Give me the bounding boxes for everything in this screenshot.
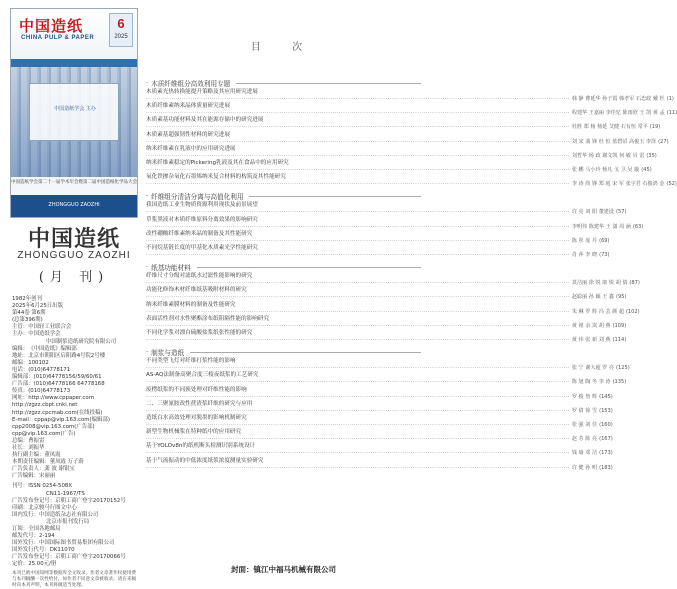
toc-article[interactable] bbox=[146, 287, 627, 301]
article-page: (11) bbox=[666, 110, 677, 117]
info-value: 中国造纸学会 bbox=[28, 331, 61, 338]
article-byline bbox=[146, 450, 613, 457]
article-byline bbox=[146, 379, 627, 386]
leader-dots: ········································································································································································································ bbox=[146, 237, 570, 244]
info-line bbox=[12, 367, 140, 374]
magazine-pinyin: ZHONGGUO ZAOZHI bbox=[17, 250, 131, 261]
article-byline bbox=[146, 223, 644, 231]
info-label: 地址： bbox=[12, 352, 29, 359]
article-page: (1) bbox=[666, 96, 674, 102]
article-byline bbox=[146, 152, 657, 160]
info-label: 本期责任编辑： bbox=[12, 459, 50, 466]
cover-logo-en: CHINA PULP & PAPER bbox=[21, 35, 95, 41]
leader-dots: ········································································································································································································ bbox=[146, 322, 570, 329]
info-value: 董凤霞 万子蔚 bbox=[49, 459, 84, 466]
cover-banner: 中国造纸学会第二十一届学术年会暨第二届中国造纸化学品大会 bbox=[11, 177, 137, 195]
magazine-title: 中国造纸 bbox=[27, 226, 120, 252]
leader-dots: ········································································································································································································ bbox=[146, 280, 570, 287]
leader-dots: ········································································································································································································ bbox=[146, 209, 570, 216]
info-label: E-mail： bbox=[12, 416, 35, 423]
info-label: 主办： bbox=[12, 331, 29, 338]
article-title: 改性硼酸纤维素纳米晶的制备及其性能研究 bbox=[146, 230, 253, 237]
article-title: 木质素基超强韧性材料的研究进展 bbox=[146, 131, 230, 138]
article-authors: 李明伟 陈建华 王 潇 周 涵 bbox=[571, 223, 631, 230]
article-page: (35) bbox=[646, 152, 657, 159]
cover-sponsor: 封面：镇江中福马机械有限公司 bbox=[231, 565, 336, 574]
article-title: 二、三聚氰胺改性蔗渣浆纤维的研究与应用 bbox=[146, 400, 253, 407]
info-line bbox=[12, 346, 140, 353]
cover-footer bbox=[11, 195, 137, 217]
article-page: (153) bbox=[599, 407, 613, 414]
info-line bbox=[12, 360, 140, 367]
leader-dots: ········································································································································································································ bbox=[146, 138, 570, 145]
article-authors: 韩 静 曹延华 孙子霞 韩孝军 石忠政 戴 杜 bbox=[571, 96, 665, 102]
info-value: 第44卷 第6期 bbox=[12, 310, 46, 317]
toc-article[interactable] bbox=[146, 429, 613, 443]
article-byline bbox=[146, 308, 640, 316]
article-authors: 黄 伟 张 新 刘 燕 bbox=[571, 337, 611, 343]
article-title: 木质素基功能材料及其在能源存储中的研究进展 bbox=[146, 117, 264, 124]
article-authors: 罗 倩 徐 雪 bbox=[571, 407, 598, 414]
section-bullet: · bbox=[146, 263, 149, 272]
article-title: 纳米纤维素膜材料的制备及性能研究 bbox=[146, 301, 236, 308]
toc-article[interactable] bbox=[146, 400, 613, 415]
leader-dots: ········································································································································································································ bbox=[146, 152, 570, 159]
info-line bbox=[12, 505, 140, 512]
info-value: 中国制浆造纸研究院有限公司 bbox=[46, 338, 117, 345]
article-title: 表面活性剂对水性聚酯涂布纸阻隔性能的影响研究 bbox=[146, 315, 270, 322]
info-value: 京朝工商广登字20170152号 bbox=[55, 497, 126, 504]
info-label: 邮发代号： bbox=[12, 533, 39, 540]
section-heading-text: 制浆与造纸 bbox=[151, 349, 185, 358]
article-byline bbox=[146, 96, 674, 103]
article-authors: 李 涛 尚 锋 郑 庭 宋 军 张宇君 石俊鸿 金 bbox=[571, 181, 665, 188]
article-authors: 黄 铭 余 岚 胡 燕 bbox=[571, 322, 611, 329]
article-title: 造纸白水高效处理对脱墨的影响机制研究 bbox=[146, 415, 247, 421]
info-value: cppap@vip.163.com(编辑部) bbox=[34, 416, 110, 423]
article-byline bbox=[146, 138, 669, 146]
info-line bbox=[12, 417, 140, 424]
info-line bbox=[12, 402, 140, 409]
info-label: 订阅： bbox=[12, 526, 29, 532]
leader-dots: ········································································································································································································ bbox=[146, 96, 570, 102]
article-byline bbox=[146, 252, 610, 259]
info-value: http://www.cppaper.com bbox=[28, 395, 94, 402]
article-byline bbox=[146, 393, 613, 401]
toc-article[interactable] bbox=[146, 89, 674, 103]
article-title: AS-AQ法制备高聚合度三棱夜纸浆的工艺研究 bbox=[146, 372, 259, 379]
info-value: (010)64778171 bbox=[28, 366, 71, 373]
info-value: 北京市报刊发行局 bbox=[46, 518, 90, 525]
leader-dots: ········································································································································································································ bbox=[146, 365, 570, 372]
article-page: (135) bbox=[612, 379, 627, 386]
cover-band bbox=[11, 59, 137, 67]
info-value: 刘振华 bbox=[28, 444, 45, 451]
article-authors: 许 健 孙 明 bbox=[571, 464, 598, 471]
article-byline bbox=[146, 422, 613, 429]
info-line bbox=[12, 388, 140, 395]
leader-dots: ········································································································································································································ bbox=[146, 167, 570, 173]
cover-issue-year: 2025 bbox=[114, 34, 128, 40]
toc-article[interactable] bbox=[146, 457, 613, 472]
article-page: (87) bbox=[629, 280, 640, 287]
toc-title: 目 次 bbox=[250, 42, 317, 53]
info-value: 2-194 bbox=[38, 533, 55, 540]
toc-article[interactable] bbox=[146, 273, 640, 287]
article-title: 纳米纤维素稳定的Pickering乳液及其在食品中的应用研究 bbox=[146, 160, 289, 166]
left-column bbox=[10, 8, 140, 588]
info-value: 京朝工商广登字20170066号 bbox=[55, 554, 126, 561]
info-label: 执行副主编： bbox=[12, 452, 45, 459]
article-page: (45) bbox=[641, 167, 652, 173]
info-line bbox=[12, 498, 140, 505]
info-label: 广告发布登记号： bbox=[12, 554, 56, 561]
article-authors: 许 亮 刘 阳 董建设 bbox=[571, 209, 614, 216]
article-title: 不同化学浆对漂白硫酸盐浆纸张性能的研究 bbox=[146, 330, 253, 336]
article-page: (69) bbox=[599, 237, 610, 244]
leader-dots: ········································································································································································································ bbox=[146, 450, 570, 457]
info-line bbox=[12, 473, 140, 480]
article-authors: 朱 琳 罗 辉 冯 芸 颜 超 bbox=[571, 308, 624, 315]
info-label: 国外发行： bbox=[12, 540, 39, 547]
cover-issue-box bbox=[109, 13, 133, 47]
toc-article[interactable] bbox=[146, 315, 627, 330]
leader-dots: ········································································································································································································ bbox=[146, 379, 570, 386]
article-title: 不同烷基链长度的甲基化木质素光学性能研究 bbox=[146, 245, 258, 251]
toc-section-heading bbox=[146, 347, 421, 357]
info-value: 中国轻工业联合会 bbox=[28, 324, 72, 331]
info-value: 北京市朝阳区启阳路4号院2号楼 bbox=[28, 352, 106, 359]
article-page: (73) bbox=[599, 252, 610, 258]
article-byline bbox=[146, 209, 627, 216]
info-label: 总编： bbox=[12, 437, 29, 444]
info-value: 龚 波 谢银宝 bbox=[44, 466, 75, 473]
info-line bbox=[12, 395, 140, 402]
toc-article[interactable] bbox=[146, 301, 640, 316]
info-value: 董凤霞 bbox=[44, 452, 61, 459]
info-value: (010)64778166 64778168 bbox=[33, 381, 105, 388]
article-authors: 程建华 王嘉丽 李佳忆 陈雨欣 王 凯 黄 孟 bbox=[571, 110, 665, 117]
info-label: 刊号： bbox=[12, 483, 29, 490]
article-title: 基于YOLOv8n的纸机断头检测识别系统设计 bbox=[146, 443, 256, 450]
info-value: cpp2008@vip.163.com(广告部) bbox=[12, 423, 95, 430]
info-label: 编辑： bbox=[12, 345, 29, 352]
info-label: 传真： bbox=[12, 388, 29, 395]
section-rule bbox=[197, 267, 421, 268]
article-page: (125) bbox=[615, 365, 630, 372]
article-title: 功能化修饰木材纤维纸基吸附材料的研究 bbox=[146, 287, 247, 294]
info-line bbox=[12, 519, 140, 526]
info-value: 中国造纸杂志社有限公司 bbox=[38, 511, 99, 518]
toc-section-heading bbox=[146, 262, 421, 272]
article-authors: 杜胜 郑 杨 杨延 艾健 石有恒 常平 bbox=[571, 124, 648, 131]
article-title: 纤维尺寸分级对滤纸水过滤性能影响的研究 bbox=[146, 273, 253, 280]
info-value: (总第396期) bbox=[12, 317, 43, 324]
info-value: cpp@vip.163.com(广告) bbox=[12, 430, 76, 437]
section-rule bbox=[236, 83, 421, 84]
article-title: 我国造纸工业生物质资源利用现状及前景展望 bbox=[146, 202, 258, 209]
leader-dots: ········································································································································································································ bbox=[146, 422, 570, 428]
cover-footer-text: ZHONGGUO ZAOZHI bbox=[48, 202, 100, 208]
info-value: 25.00元/册 bbox=[28, 561, 57, 568]
article-page: (183) bbox=[599, 464, 613, 471]
info-value: 曹振雷 bbox=[28, 437, 45, 444]
cover-badge bbox=[29, 83, 119, 141]
info-value: 1982年创刊 bbox=[12, 296, 42, 302]
cover-badge-text: 中国造纸学会 主办 bbox=[54, 106, 96, 112]
info-value: 2025年6月25日出版 bbox=[12, 303, 63, 310]
info-label: 社长： bbox=[12, 444, 29, 451]
info-value: http://zgzz.cbpt.cnki.net bbox=[12, 402, 78, 409]
article-authors: 赵聪丽 孙 颖 王 鑫 bbox=[571, 294, 614, 301]
leader-dots: ········································································································································································································ bbox=[146, 464, 570, 471]
article-title: 木质纤维素纳米晶体质量研究进展 bbox=[146, 103, 230, 110]
toc-article[interactable] bbox=[146, 330, 627, 344]
section-heading-text: 木质纤维组分高效利用专题 bbox=[151, 80, 231, 88]
article-byline bbox=[146, 124, 661, 131]
article-authors: 莫洁丽 徐 锐 康 锐 胡 倩 bbox=[571, 280, 628, 287]
info-line bbox=[12, 410, 140, 417]
info-label: 广告发布登记号： bbox=[12, 497, 56, 504]
toc-article[interactable] bbox=[146, 245, 610, 259]
toc-article[interactable] bbox=[146, 202, 627, 216]
leader-dots: ········································································································································································································ bbox=[146, 407, 570, 414]
toc-article[interactable] bbox=[146, 216, 644, 231]
cover-image bbox=[10, 8, 138, 218]
info-value: DK11070 bbox=[49, 547, 75, 554]
article-page: (27) bbox=[658, 138, 669, 145]
article-byline bbox=[146, 167, 652, 174]
article-byline bbox=[146, 181, 677, 188]
article-authors: 赵 芳 陈 亮 bbox=[571, 436, 598, 443]
article-authors: 张 鹏 马小玲 杨凡 戈 卫 吴 璇 bbox=[571, 167, 640, 173]
toc-article[interactable] bbox=[146, 131, 669, 146]
article-authors: 张 强 刘 佳 bbox=[571, 422, 598, 428]
article-title: 氧化铁掺杂氧化石墨烯纳米复合材料的构筑及其性能研究 bbox=[146, 174, 286, 181]
info-value: 中国国际图书贸易集团有限公司 bbox=[38, 540, 115, 547]
cover-issue-number: 6 bbox=[117, 16, 125, 31]
article-authors: 陈 彤 庞 丹 bbox=[571, 237, 598, 244]
article-page: (109) bbox=[612, 322, 627, 329]
leader-dots: ········································································································································································································ bbox=[146, 110, 570, 117]
article-authors: 钱 瑜 邓 洁 bbox=[571, 450, 598, 457]
article-authors: 陈 旭 陶 冬 李 涛 bbox=[571, 379, 611, 386]
section-bullet: · bbox=[146, 79, 149, 87]
info-label: 广告部： bbox=[12, 381, 34, 388]
info-line bbox=[12, 491, 140, 498]
article-byline bbox=[146, 407, 613, 415]
info-label: 编辑部： bbox=[12, 374, 34, 381]
info-label: 网址： bbox=[12, 395, 29, 402]
toc-article[interactable] bbox=[146, 443, 613, 457]
article-title: 基于气流振动的中低浓度纸浆浓度测量实验研究 bbox=[146, 457, 264, 464]
info-label: 主管： bbox=[12, 324, 29, 331]
article-title: 纳米纤维素在乳液中的应用研究进展 bbox=[146, 145, 236, 152]
article-authors: 刘 宋 翡 锋 杜 恒 蓝碧沼 高俊玉 李泽 bbox=[571, 138, 657, 145]
article-title: 不同类型飞灯对纤维打浆性能的影响 bbox=[146, 358, 236, 365]
info-line bbox=[12, 438, 140, 445]
article-authors: 肖 萍 李 晓 bbox=[571, 252, 598, 258]
info-label: 邮编： bbox=[12, 359, 29, 366]
toc-article[interactable] bbox=[146, 415, 613, 429]
toc-section-heading bbox=[146, 78, 421, 88]
cover-logo: 中国造纸 bbox=[19, 17, 84, 35]
leader-dots: ········································································································································································································ bbox=[146, 337, 570, 343]
article-page: (145) bbox=[599, 393, 613, 400]
article-byline bbox=[146, 237, 610, 245]
article-byline bbox=[146, 322, 627, 330]
leader-dots: ········································································································································································································ bbox=[146, 393, 570, 400]
leader-dots: ········································································································································································································ bbox=[146, 223, 570, 230]
info-line bbox=[12, 445, 140, 452]
article-byline bbox=[146, 294, 627, 301]
toc-article[interactable] bbox=[146, 160, 652, 174]
article-authors: 张 宁 谢大超 罗 亮 bbox=[571, 365, 614, 372]
magazine-frequency: (月 刊) bbox=[38, 270, 110, 285]
article-page: (63) bbox=[632, 223, 644, 230]
toc-article[interactable] bbox=[146, 103, 677, 117]
leader-dots: ········································································································································································································ bbox=[146, 294, 570, 301]
info-line bbox=[12, 353, 140, 360]
info-value: 北京骏马行图文中心 bbox=[28, 504, 77, 511]
info-value: (010)64778173 bbox=[28, 388, 71, 395]
article-page: (19) bbox=[649, 124, 661, 131]
article-title: 草浆黑液对木质纤维原料分离效果的影响研究 bbox=[146, 216, 258, 223]
info-label: 定价： bbox=[12, 561, 29, 568]
info-value: (010)64778156/59/60/61 bbox=[33, 374, 102, 381]
section-bullet: · bbox=[146, 348, 149, 357]
toc-article[interactable] bbox=[146, 145, 657, 160]
info-value: CN11-1967/TS bbox=[46, 490, 85, 497]
article-authors: 罗 俊 詹 辉 bbox=[571, 393, 598, 400]
article-page: (57) bbox=[615, 209, 627, 216]
toc-article[interactable] bbox=[146, 386, 613, 401]
info-label: 广告编辑： bbox=[12, 473, 39, 480]
info-line bbox=[12, 512, 140, 519]
section-heading-text: 纤维组分清洁分离与高值化利用 bbox=[151, 193, 244, 202]
info-line bbox=[12, 424, 140, 431]
leader-dots: ········································································································································································································ bbox=[146, 436, 570, 443]
toc-article[interactable] bbox=[146, 358, 630, 372]
article-page: (114) bbox=[612, 337, 627, 343]
info-line bbox=[12, 381, 140, 388]
info-value: 宋丽丽 bbox=[38, 473, 56, 480]
toc-article[interactable] bbox=[146, 372, 627, 386]
toc-section-heading bbox=[146, 191, 421, 201]
info-label: 电话： bbox=[12, 366, 29, 373]
toc-article[interactable] bbox=[146, 230, 610, 245]
article-page: (167) bbox=[599, 436, 613, 443]
info-line bbox=[12, 331, 140, 338]
info-value: 100102 bbox=[28, 359, 49, 366]
article-title: 废楞纸浆的不同预处理对纤维性能的影响 bbox=[146, 386, 247, 393]
info-value: http://zgzz.cpcmab.com(在线投稿) bbox=[12, 409, 103, 416]
info-line bbox=[12, 483, 140, 490]
article-page: (52) bbox=[666, 181, 677, 188]
section-rule bbox=[249, 196, 421, 197]
info-line bbox=[12, 339, 140, 346]
info-value: 全国各地邮局 bbox=[28, 526, 61, 532]
section-bullet: · bbox=[146, 192, 149, 201]
article-page: (160) bbox=[599, 422, 613, 428]
article-authors: 刘哲华 杨 政 谢文凯 何 敏 贝 雷 bbox=[571, 152, 645, 159]
info-label: 印刷： bbox=[12, 504, 29, 511]
info-note: 本刊已被中国知网等数据库全文收录，作者文章著作权使用费与本刊稿酬一次性给付，如作者不同意文章被收录，请在来稿时向本刊声明，本刊将做适当处理。 bbox=[12, 570, 137, 588]
article-byline bbox=[146, 337, 627, 344]
article-byline bbox=[146, 464, 613, 472]
article-title: 木质素光热转换能提升策略及其应用研究进展 bbox=[146, 89, 258, 95]
article-title: 新型生物机械浆在特种纸中的应用研究 bbox=[146, 429, 242, 436]
publication-info bbox=[12, 296, 140, 589]
leader-dots: ········································································································································································································ bbox=[146, 181, 570, 188]
leader-dots: ········································································································································································································ bbox=[146, 252, 570, 258]
leader-dots: ········································································································································································································ bbox=[146, 124, 570, 131]
info-label: 国外发行代号： bbox=[12, 547, 50, 554]
leader-dots: ········································································································································································································ bbox=[146, 308, 570, 315]
toc-article[interactable] bbox=[146, 117, 661, 131]
info-value: ISSN 0254-508X bbox=[28, 483, 73, 490]
toc-article[interactable] bbox=[146, 174, 677, 188]
article-page: (95) bbox=[615, 294, 627, 301]
article-page: (102) bbox=[625, 308, 640, 315]
right-column bbox=[146, 8, 677, 574]
article-page: (173) bbox=[599, 450, 613, 457]
info-label: 广告负责人： bbox=[12, 466, 45, 473]
info-line bbox=[12, 431, 140, 438]
info-label: 国内发行： bbox=[12, 511, 39, 518]
info-line bbox=[12, 561, 140, 568]
section-heading-text: 纸基功能材料 bbox=[151, 264, 191, 273]
section-rule bbox=[190, 352, 421, 353]
info-value: 《中国造纸》编辑部 bbox=[28, 345, 77, 352]
